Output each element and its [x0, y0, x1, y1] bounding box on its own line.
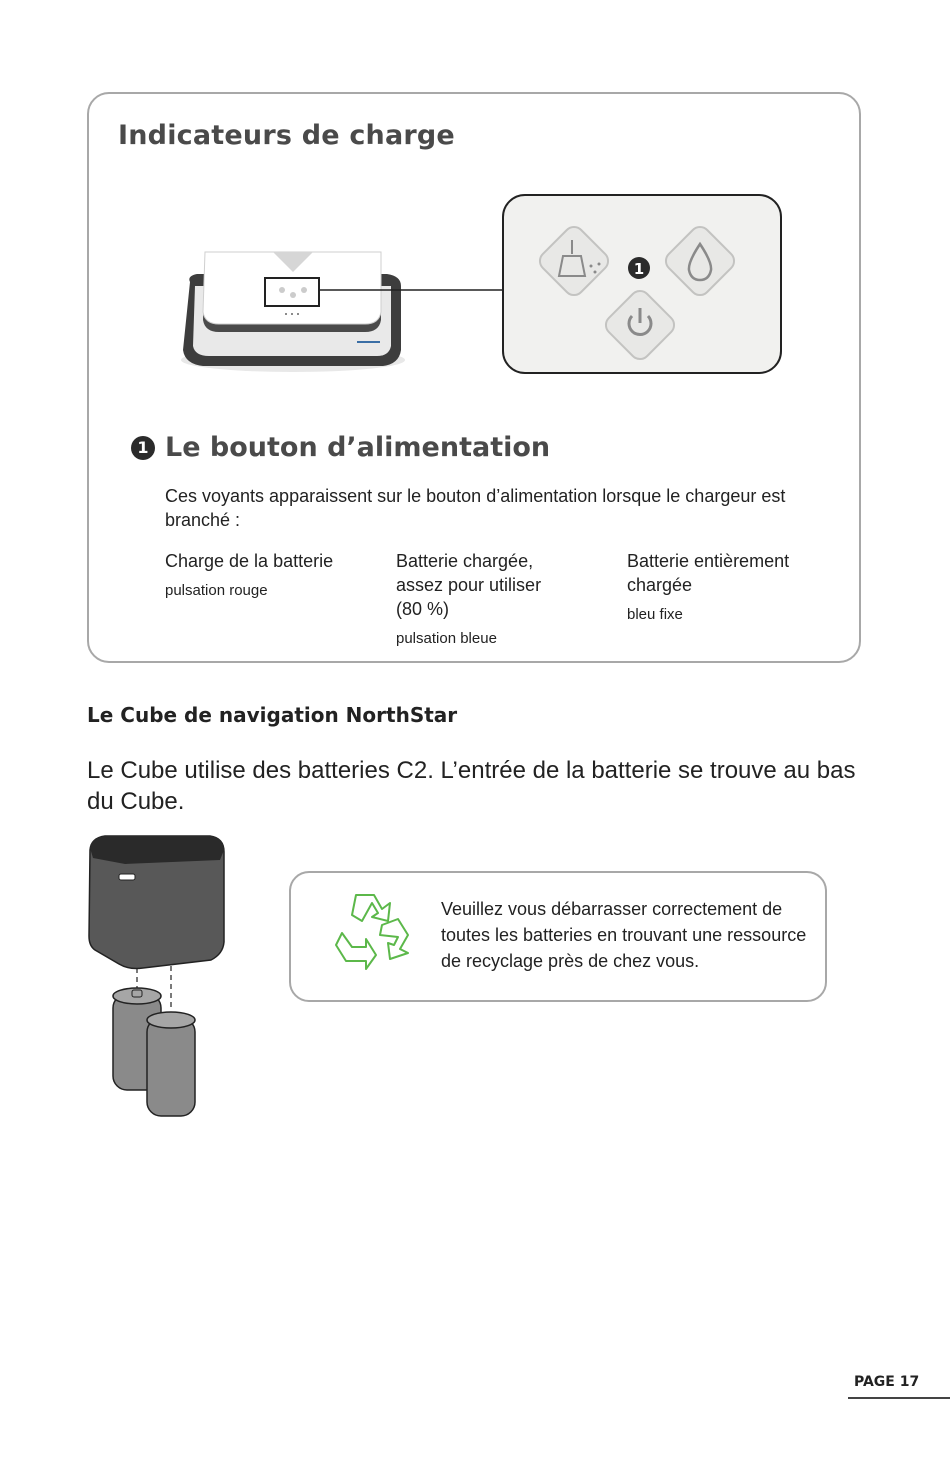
state-label: Charge de la batterie: [165, 551, 334, 571]
robot-illustration: [181, 252, 405, 372]
state-indicator: bleu fixe: [627, 606, 683, 623]
cube-section-title: Le Cube de navigation NorthStar: [87, 703, 458, 727]
section-title: Le bouton d’alimentation: [165, 432, 551, 463]
recycle-note-text: Veuillez vous débarrasser correctement de toutes les batteries en trouvant une ressource de recyclage près de chez vous.: [441, 899, 807, 971]
callout-number-badge: [628, 257, 650, 279]
cube-batteries-illustration: [85, 830, 230, 1120]
page-number: PAGE 17: [854, 1374, 920, 1390]
section-number-badge: 1: [131, 436, 155, 460]
recycle-icon: [332, 887, 416, 971]
cube-section-body: Le Cube utilise des batteries C2. L’entrée de la batterie se trouve au bas du Cube.: [87, 757, 856, 815]
state-fully-charged: [627, 549, 827, 625]
callout-number: 1: [633, 260, 645, 278]
state-indicator: pulsation bleue: [396, 630, 497, 647]
state-label: Batterie entièrement chargée: [627, 551, 790, 595]
robot-callout-illustration: [175, 190, 787, 380]
state-charging: [165, 549, 375, 601]
northstar-cube-illustration: [89, 836, 224, 969]
panel-title: Indicateurs de charge: [118, 120, 455, 151]
intro-text: Ces voyants apparaissent sur le bouton d’alimentation lorsque le chargeur est branché :: [165, 486, 786, 530]
page-number-rule: [848, 1397, 950, 1399]
power-button-heading: [131, 432, 550, 463]
state-label: Batterie chargée, assez pour utiliser (80 %): [396, 551, 542, 619]
state-charged-80: [396, 549, 566, 649]
battery-illustration: [147, 1012, 195, 1116]
state-indicator: pulsation rouge: [165, 582, 268, 599]
